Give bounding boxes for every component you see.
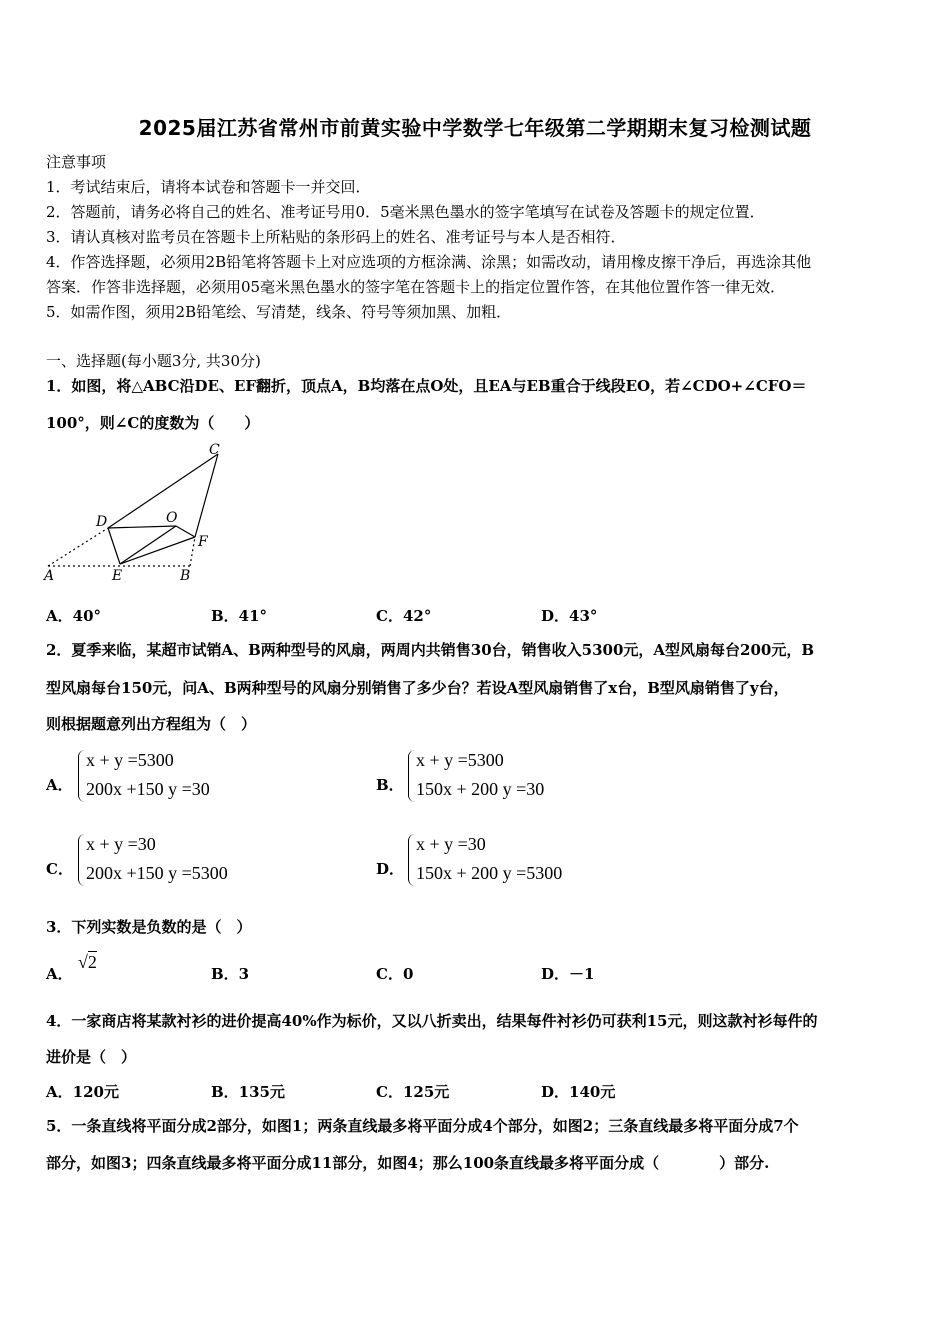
q1-text-line2: 100°，则∠C的度数为（ ） bbox=[46, 414, 260, 432]
brace-icon bbox=[408, 834, 415, 886]
notice-heading: 注意事项 bbox=[46, 153, 107, 171]
q2-a-eq1: x + y =5300 bbox=[86, 750, 174, 770]
q3-option-a-sqrt[interactable] bbox=[78, 952, 97, 973]
notice-item-4-cont: 答案．作答非选择题，必须用05毫米黑色墨水的签字笔在答题卡上的指定位置作答，在其他位置作答一律无效． bbox=[46, 278, 786, 296]
brace-icon bbox=[78, 750, 85, 802]
edge-de bbox=[108, 528, 120, 564]
q1-option-d[interactable]: D．43° bbox=[541, 607, 598, 625]
edge-do bbox=[108, 526, 176, 528]
label-a: A bbox=[44, 568, 55, 584]
label-b: B bbox=[180, 568, 191, 584]
page-title: 2025届江苏省常州市前黄实验中学数学七年级第二学期期末复习检测试题 bbox=[138, 116, 812, 140]
label-c: C bbox=[209, 442, 220, 458]
q2-c-eq2: 200x +150 y =5300 bbox=[86, 863, 228, 883]
q1-text-line1: 1．如图，将△ABC沿DE、EF翻折，顶点A，B均落在点O处，且EA与EB重合于线段EO，若∠CDO+∠CFO＝ bbox=[46, 377, 807, 395]
q3-option-a-value: 2 bbox=[87, 952, 97, 972]
q2-b-eq2: 150x + 200 y =30 bbox=[416, 779, 545, 799]
q2-d-eq2: 150x + 200 y =5300 bbox=[416, 863, 563, 883]
notice-item-4: 4．作答选择题，必须用2B铅笔将答题卡上对应选项的方框涂满、涂黑；如需改动，请用橡皮擦干净后，再选涂其他 bbox=[46, 253, 812, 271]
notice-item-3: 3．请认真核对监考员在答题卡上所粘贴的条形码上的姓名、准考证号与本人是否相符． bbox=[46, 228, 626, 246]
q2-d-eq1: x + y =30 bbox=[416, 834, 486, 854]
q2-c-eq1: x + y =30 bbox=[86, 834, 156, 854]
q4-option-c[interactable]: C．125元 bbox=[376, 1083, 450, 1101]
q2-a-eq2: 200x +150 y =30 bbox=[86, 779, 210, 799]
q1-option-b[interactable]: B．41° bbox=[211, 607, 268, 625]
q1-triangle-figure bbox=[40, 440, 230, 585]
q3-text-line1: 3．下列实数是负数的是（ ） bbox=[46, 918, 252, 936]
notice-item-5: 5．如需作图，须用2B铅笔绘、写清楚，线条、符号等须加黑、加粗． bbox=[46, 303, 512, 321]
edge-dc bbox=[108, 454, 218, 528]
q3-option-a-label[interactable]: A． bbox=[46, 965, 73, 983]
q4-text-line2: 进价是（ ） bbox=[46, 1048, 137, 1066]
q5-text-line2: 部分，如图3；四条直线最多将平面分成11部分，如图4；那么100条直线最多将平面分成（ ）部分. bbox=[46, 1154, 770, 1172]
edge-ef bbox=[120, 537, 195, 564]
edge-bf-dotted bbox=[190, 537, 195, 566]
label-e: E bbox=[112, 568, 123, 584]
q2-text-line3: 则根据题意列出方程组为（ ） bbox=[46, 715, 257, 733]
q4-option-b[interactable]: B．135元 bbox=[211, 1083, 285, 1101]
q2-option-d-label[interactable]: D． bbox=[376, 860, 405, 878]
edge-of bbox=[176, 526, 195, 537]
q5-text-line1: 5．一条直线将平面分成2部分，如图1；两条直线最多将平面分成4个部分，如图2；三条直线最多将平面分成7个 bbox=[46, 1117, 799, 1135]
q4-option-d[interactable]: D．140元 bbox=[541, 1083, 616, 1101]
section-heading: 一、选择题(每小题3分, 共30分) bbox=[46, 352, 261, 370]
brace-icon bbox=[408, 750, 415, 802]
q4-option-a[interactable]: A．120元 bbox=[46, 1083, 119, 1101]
notice-item-1: 1．考试结束后，请将本试卷和答题卡一并交回． bbox=[46, 178, 371, 196]
q2-option-a-label[interactable]: A． bbox=[46, 776, 73, 794]
label-o: O bbox=[166, 510, 178, 526]
edge-eo bbox=[120, 526, 176, 564]
q2-text-line1: 2．夏季来临，某超市试销A、B两种型号的风扇，两周内共销售30台，销售收入5300元，A型风扇每台200元，B bbox=[46, 641, 815, 659]
brace-icon bbox=[78, 834, 85, 886]
q2-option-c-label[interactable]: C． bbox=[46, 860, 73, 878]
edge-ad-dotted bbox=[48, 528, 108, 566]
q3-option-d[interactable]: D．－1 bbox=[541, 965, 595, 983]
q2-text-line2: 型风扇每台150元，问A、B两种型号的风扇分别销售了多少台？若设A型风扇销售了x台，B型风扇销售了y台， bbox=[46, 679, 789, 697]
q1-option-c[interactable]: C．42° bbox=[376, 607, 432, 625]
q3-option-c[interactable]: C．0 bbox=[376, 965, 414, 983]
label-f: F bbox=[198, 534, 208, 550]
q2-b-eq1: x + y =5300 bbox=[416, 750, 504, 770]
notice-item-2: 2．答题前，请务必将自己的姓名、准考证号用0．5毫米黑色墨水的签字笔填写在试卷及答题卡的规定位置． bbox=[46, 203, 765, 221]
q3-option-b[interactable]: B．3 bbox=[211, 965, 250, 983]
label-d: D bbox=[96, 514, 108, 530]
q2-option-b-label[interactable]: B． bbox=[376, 776, 404, 794]
q1-option-a[interactable]: A．40° bbox=[46, 607, 102, 625]
sqrt-icon: √ bbox=[78, 952, 88, 972]
q4-text-line1: 4．一家商店将某款衬衫的进价提高40%作为标价，又以八折卖出，结果每件衬衫仍可获利15元，则这款衬衫每件的 bbox=[46, 1012, 818, 1030]
